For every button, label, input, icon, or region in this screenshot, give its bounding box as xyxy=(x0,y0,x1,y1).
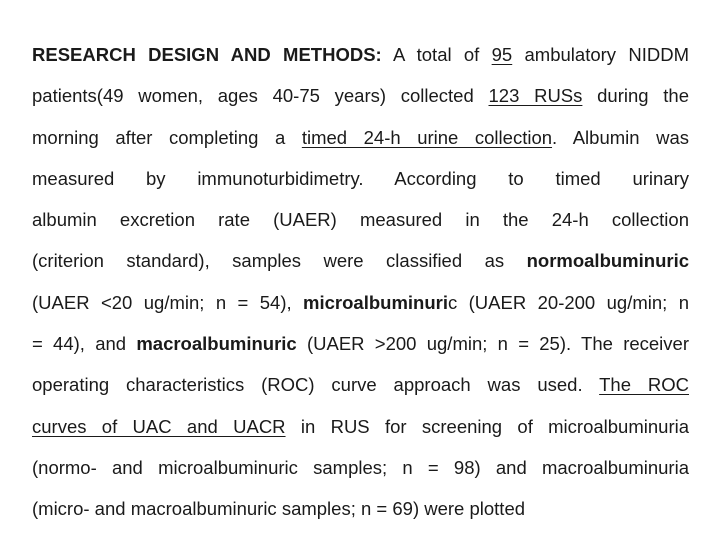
text-segment: . Albumin was xyxy=(552,126,689,148)
text-line-3 xyxy=(32,117,689,158)
text-line-2 xyxy=(32,75,689,116)
text-segment: (UAER >200 ug/min; n = 25). The receiver xyxy=(296,333,689,355)
text-line-6 xyxy=(32,240,689,281)
text-line-12: (micro- and macroalbuminuric samples; n = 69) were plotted xyxy=(32,498,526,520)
text-segment: = 44), and xyxy=(32,333,137,355)
text-line-10 xyxy=(32,406,689,447)
underlined-text: timed 24-h urine collection xyxy=(301,126,553,148)
text-line-11: (normo- and microalbuminuric samples; n = 98) and macroalbuminuria xyxy=(32,456,689,478)
text-line-1 xyxy=(32,34,689,75)
bold-term: macroalbuminuric xyxy=(136,333,297,355)
text-segment: morning after completing a xyxy=(32,126,302,148)
text-segment: (criterion standard), samples were classified as xyxy=(32,250,527,272)
text-segment: operating characteristics (ROC) curve approach was used. xyxy=(32,374,600,396)
text-line-8 xyxy=(32,323,689,364)
text-line-9 xyxy=(32,364,689,405)
text-segment: in RUS for screening of microalbuminuria xyxy=(285,415,689,437)
text-line-4: measured by immunoturbidimetry. According to timed urinary xyxy=(32,167,689,189)
text-line-7 xyxy=(32,282,689,323)
text-segment: c (UAER 20-200 ug/min; n xyxy=(447,291,689,313)
text-segment: patients(49 women, ages 40-75 years) collected xyxy=(32,85,489,107)
text-segment: (UAER <20 ug/min; n = 54), xyxy=(32,291,304,313)
text-line-5: albumin excretion rate (UAER) measured in the 24-h collection xyxy=(32,209,689,231)
underlined-text: 123 RUSs xyxy=(488,85,583,107)
underlined-text: curves of UAC and UACR xyxy=(32,415,286,437)
underlined-text: 95 xyxy=(491,44,513,65)
text-segment: during the xyxy=(582,85,689,107)
methods-paragraph xyxy=(32,34,689,530)
section-heading: RESEARCH DESIGN AND METHODS: xyxy=(32,44,382,65)
bold-term: normoalbuminuric xyxy=(526,250,689,272)
underlined-text: The ROC xyxy=(599,374,689,396)
text-segment: ambulatory NIDDM xyxy=(512,44,689,65)
text-segment: A total of xyxy=(381,44,492,65)
bold-term: microalbuminuri xyxy=(303,291,448,313)
